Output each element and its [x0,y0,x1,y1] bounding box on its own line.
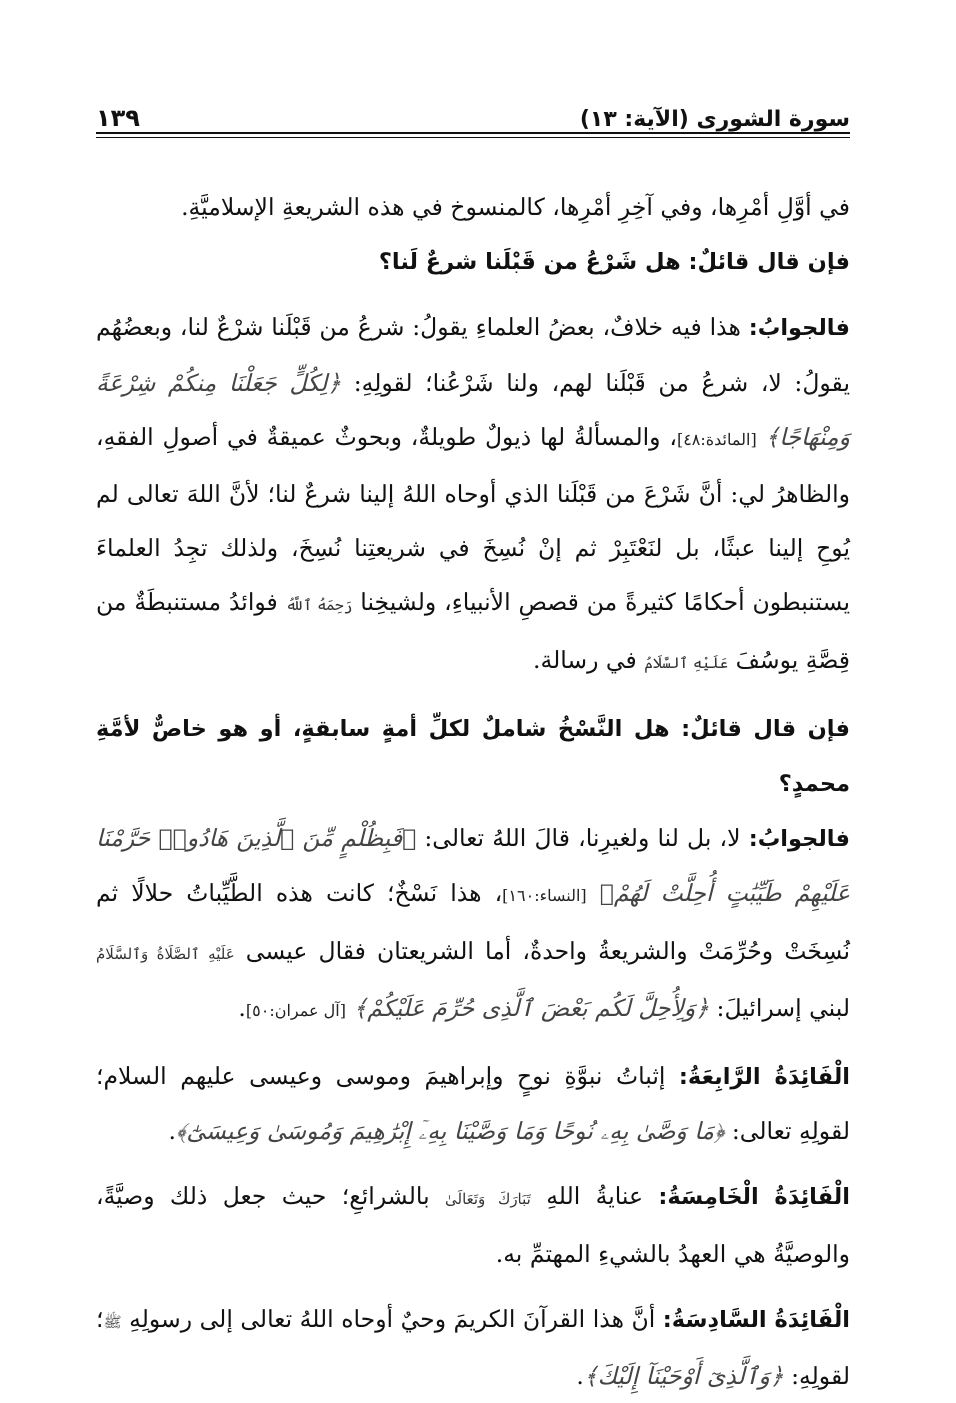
quran-verse: ﴿وَلِأُحِلَّ لَكُم بَعْضَ ٱلَّذِى حُرِّمَ عَلَيْكُمْ﴾ [353,993,710,1022]
benefit-heading: الْفَائِدَةُ الرَّابِعَةُ: [678,1064,850,1091]
verse-reference: [آل عمران:٥٠] [245,1000,346,1020]
honorific: عَلَيْهِ ٱلصَّلَاةُ وَٱلسَّلَامُ [96,944,235,963]
honorific: ﷺ [103,1312,122,1331]
header-rule [96,132,850,134]
benefit-5 [96,1169,850,1280]
sentence-end: . [168,1117,176,1146]
benefit-4 [96,1049,850,1158]
answer-1 [96,300,850,689]
honorific: تَبَارَكَ وَتَعَالَىٰ [445,1190,531,1209]
answer-text: لا، بل لنا ولغيرِنا، قالَ اللهُ تعالى: [424,824,741,853]
paragraph-continuation: في أوَّلِ أمْرِها، وفي آخِرِ أمْرِها، كالمنسوخ في هذه الشريعةِ الإسلاميَّةِ. [181,193,850,221]
quran-verse: ﴿لِكُلٍّ جَعَلْنَا مِنكُمْ شِرْعَةً وَمِنْهَاجًا﴾ [96,368,850,451]
running-title: سورة الشورى (الآية: ١٣) [579,107,850,132]
answer-lead: فالجوابُ: [748,315,850,342]
benefit-text: إثباتُ نبوَّةِ نوحٍ وإبراهيمَ وموسى وعيسى عليهم السلام؛ لقولِهِ تعالى: [96,1062,850,1146]
answer-text: فوائدُ مستنبطَةٌ من قِصَّةِ يوسُفَ [96,588,850,674]
answer-text: ، والمسألةُ لها ذيولٌ طويلةٌ، وبحوثٌ عميقةٌ في أصولِ الفقهِ، والظاهرُ لي: أنَّ شَرْعَ من قَبْلَنا الذي أوحاه اللهُ إلينا شرعٌ لنا؛ لأنَّ اللهَ تعالى لم يُوحِ إلينا عبثًا، بل لنَعْتَبِرْ ثم إنْ نُسِخَ في شريعتِنا نُسِخَ، ولذلك تجِدُ العلماءَ يستنبطون أحكامًا كثيرةً من قصصِ الأنبياءِ، ولشيخِنا [96,422,850,617]
question-1 [96,234,850,289]
benefit-text: أنَّ هذا القرآنَ الكريمَ وحيٌ أوحاه اللهُ تعالى إلى رسولِهِ [129,1304,656,1333]
verse-reference: [النساء:١٦٠] [502,886,587,906]
answer-2 [96,811,850,1038]
page-body [96,180,850,1403]
benefit-text: بالشرائعِ؛ حيث جعل ذلك وصيَّةً، والوصيَّةُ هي العهدُ بالشيءِ المهتمِّ به. [96,1182,850,1268]
answer-text: هذا فيه خلافٌ، بعضُ العلماءِ يقولُ: شرعُ من قَبْلَنا شرْعٌ لنا، وبعضُهُم يقولُ: لا، شرعُ من قَبْلَنا لهم، ولنا شَرْعُنا؛ لقولِهِ: [96,313,850,397]
quran-verse: ﴿فَبِظُلْمٍ مِّنَ ٱلَّذِينَ هَادُوا۟ حَرَّمْنَا عَلَيْهِمْ طَيِّبَٰتٍ أُحِلَّتْ لَهُمْ﴾ [96,824,850,908]
benefit-text: ؛ لقولِهِ: [96,1304,850,1391]
quran-verse: ﴿مَا وَصَّىٰ بِهِۦ نُوحًا وَمَا وَصَّيْنَا بِهِۦٓ إِبْرَٰهِيمَ وَمُوسَىٰ وَعِيسَىٰٓ﴾ [175,1117,725,1146]
question-2 [96,701,850,811]
verse-reference: [المائدة:٤٨] [676,429,757,449]
honorific: عَلَيْهِ ٱلسَّلَامُ [644,653,729,672]
answer-text: لبني إسرائيلَ: [716,993,850,1022]
quran-verse: ﴿وَٱلَّذِىٓ أَوْحَيْنَآ إِلَيْكَ﴾ [583,1362,784,1391]
page-header [96,92,850,132]
question-text: فإن قال قائلٌ: هل شَرْعُ من قَبْلَنا شرعٌ لَنا؟ [378,249,850,276]
benefit-6 [96,1292,850,1403]
answer-lead: فالجوابُ: [748,826,850,853]
answer-text: ، هذا نَسْخٌ؛ كانت هذه الطَّيِّباتُ حلالًا ثم نُسِخَتْ وحُرِّمَتْ والشريعةُ واحدةٌ، أما الشريعتان فقال عيسى [96,879,850,965]
benefit-heading: الْفَائِدَةُ السَّادِسَةُ: [662,1306,851,1333]
page-number: ١٣٩ [96,104,140,132]
sentence-end: . [576,1362,584,1391]
sentence-end: . [238,993,246,1022]
question-text: فإن قال قائلٌ: هل النَّسْخُ شاملٌ لكلِّ أمةٍ سابقةٍ، أو هو خاصٌّ لأمَّةِ محمدٍ؟ [96,715,850,798]
answer-text: في رسالة. [533,645,637,674]
honorific: رَحِمَهُ ٱللَّهُ [285,596,353,615]
benefit-heading: الْفَائِدَةُ الْخَامِسَةُ: [658,1184,850,1211]
benefit-text: عنايةُ اللهِ [546,1182,644,1211]
